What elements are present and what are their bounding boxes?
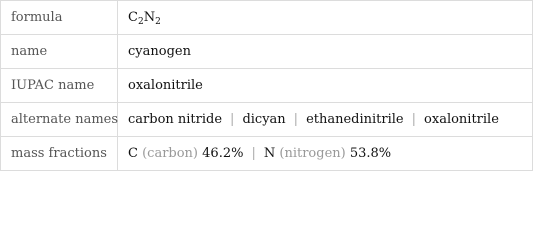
table-row-mass-fractions	[1, 137, 533, 171]
element-symbol: C	[128, 146, 138, 161]
name-value: cyanogen	[118, 35, 533, 69]
table-row-formula	[1, 1, 533, 35]
mass-fractions-label: mass fractions	[1, 137, 118, 171]
alternate-name: ethanedinitrile	[306, 112, 404, 127]
alternate-name: dicyan	[242, 112, 286, 127]
alternate-name: carbon nitride	[128, 112, 223, 127]
element-name: (carbon)	[142, 146, 199, 161]
separator: |	[251, 146, 256, 161]
alternate-names-label: alternate names	[1, 103, 118, 137]
iupac-name-label: IUPAC name	[1, 69, 118, 103]
element-symbol: N	[263, 146, 276, 161]
mass-fraction-value: 46.2%	[202, 146, 244, 161]
table-row-alternate-names	[1, 103, 533, 137]
separator: |	[293, 112, 299, 127]
formula-subscript: 2	[155, 17, 161, 27]
table-row-iupac-name	[1, 69, 533, 103]
formula-part: C	[128, 10, 138, 25]
mass-fractions-value	[118, 137, 533, 171]
table-row-name	[1, 35, 533, 69]
formula-part: N	[143, 10, 156, 25]
iupac-name-value: oxalonitrile	[118, 69, 533, 103]
separator: |	[230, 112, 235, 127]
element-name: (nitrogen)	[279, 146, 346, 161]
formula-label: formula	[1, 1, 118, 35]
mass-fraction-value: 53.8%	[349, 146, 392, 161]
separator: |	[411, 112, 417, 127]
alternate-name: oxalonitrile	[424, 112, 499, 127]
formula-subscript: 2	[137, 17, 144, 27]
formula-value	[118, 1, 533, 35]
name-label: name	[1, 35, 118, 69]
alternate-names-value	[118, 103, 533, 137]
